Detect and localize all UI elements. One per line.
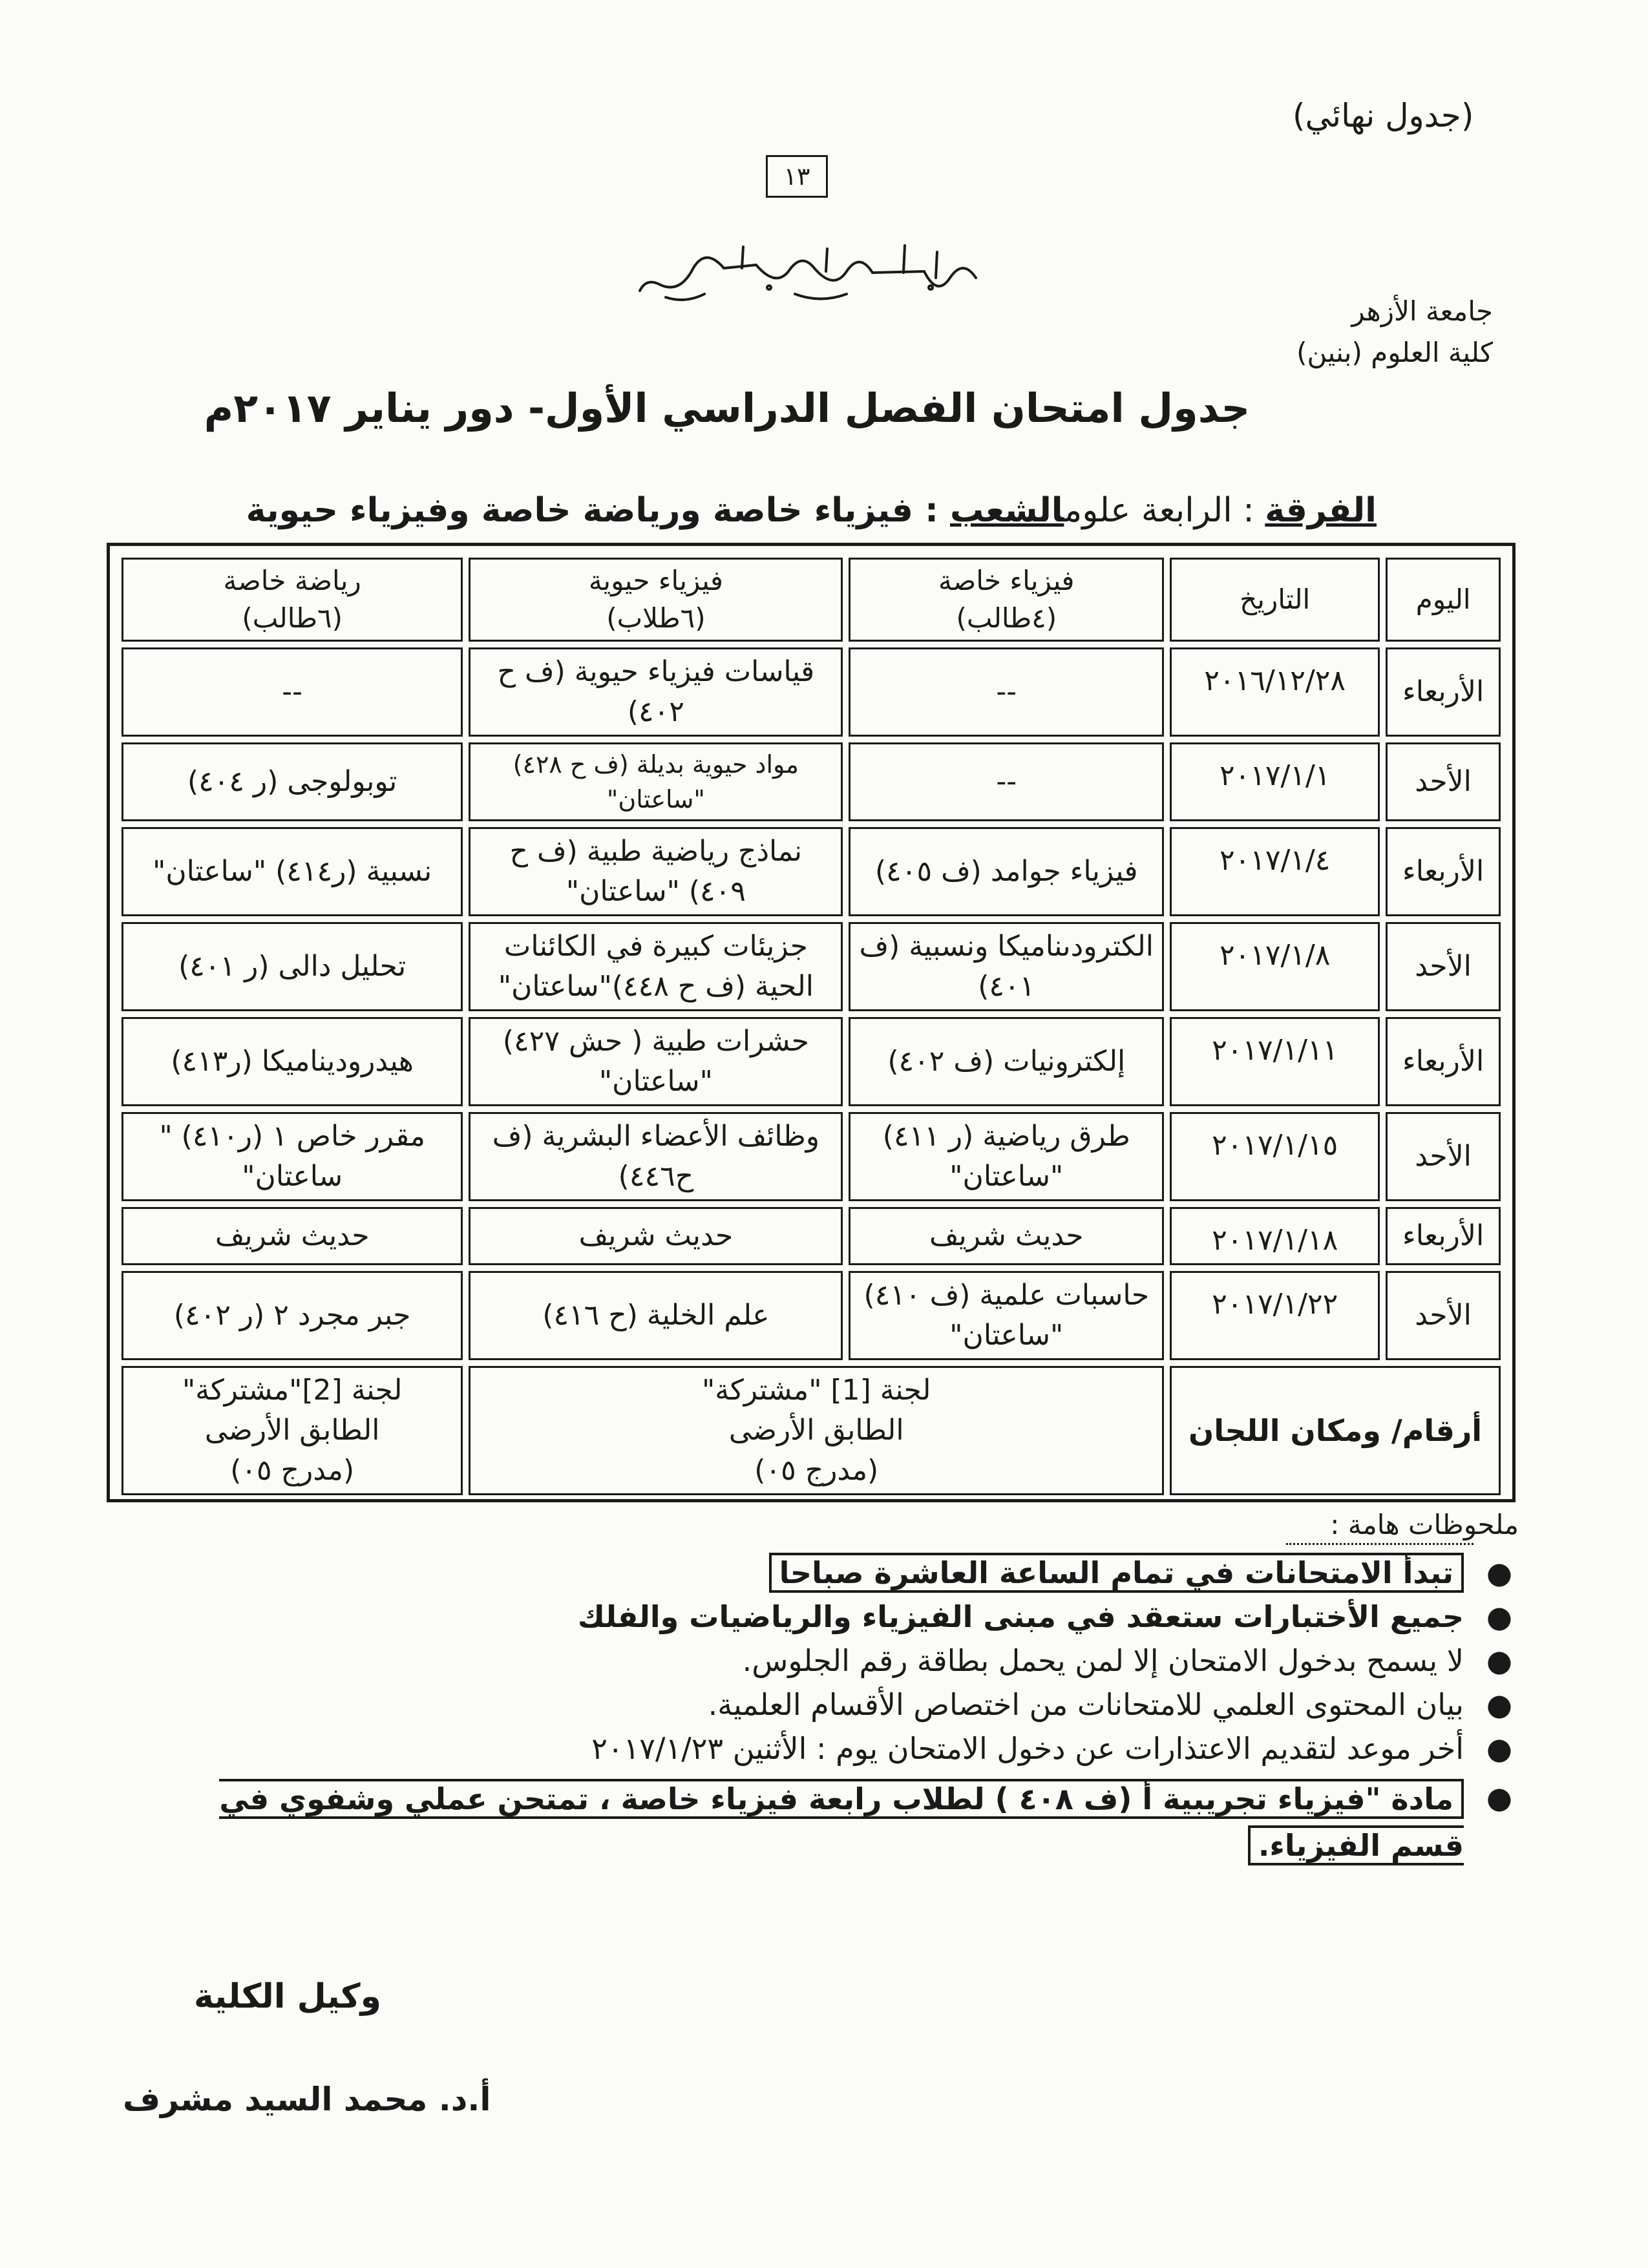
cell-special-math: حديث شريف xyxy=(121,1207,463,1265)
bullet-icon: ● xyxy=(1486,1555,1512,1590)
cell-date: ٢٠١٧/١/٤ xyxy=(1170,827,1380,916)
cell-day: الأربعاء xyxy=(1386,827,1501,916)
cell-biophysics: علم الخلية (ح ٤١٦) xyxy=(469,1271,843,1360)
cell-special-physics: طرق رياضية (ر ٤١١) "ساعتان" xyxy=(849,1112,1164,1201)
page-number: ١٣ xyxy=(766,155,828,198)
note-start-time: تبدأ الامتحانات في تمام الساعة العاشرة صباحا xyxy=(769,1553,1464,1593)
faculty-name: كلية العلوم (بنين) xyxy=(1296,337,1493,368)
cell-special-math: توبولوجى (ر ٤٠٤) xyxy=(121,742,463,821)
list-item xyxy=(200,1776,1519,1869)
bullet-icon: ● xyxy=(1486,1643,1512,1678)
division-label-2: الشعب xyxy=(949,491,1064,530)
table-row xyxy=(121,647,1501,737)
note-seat-card: لا يسمح بدخول الامتحان إلا لمن يحمل بطاقة رقم الجلوس. xyxy=(742,1643,1464,1678)
division-label: الفرقة xyxy=(1265,491,1377,530)
cell-special-math: تحليل دالى (ر ٤٠١) xyxy=(121,922,463,1011)
header-biophysics xyxy=(469,558,843,642)
university-name: جامعة الأزهر xyxy=(1351,295,1493,327)
cell-biophysics: وظائف الأعضاء البشرية (ف ح٤٤٦) xyxy=(469,1112,843,1201)
bullet-icon: ● xyxy=(1486,1731,1512,1766)
committee-2 xyxy=(121,1366,463,1495)
table-row xyxy=(121,742,1501,821)
cell-special-physics: حاسبات علمية (ف ٤١٠) "ساعتان" xyxy=(849,1271,1164,1360)
dean-title: وكيل الكلية xyxy=(194,1977,381,2016)
schedule-table-frame xyxy=(107,543,1516,1502)
cell-date: ٢٠١٧/١/١٥ xyxy=(1170,1112,1380,1201)
cell-special-math: هيدروديناميكا (ر٤١٣) xyxy=(121,1017,463,1106)
header-special-math xyxy=(121,558,463,642)
cell-special-physics: فيزياء جوامد (ف ٤٠٥) xyxy=(849,827,1164,916)
signer-name: أ.د. محمد السيد مشرف xyxy=(123,2081,491,2118)
bullet-icon: ● xyxy=(1486,1780,1512,1815)
list-item xyxy=(200,1683,1519,1727)
notes-title: ملحوظات هامة : xyxy=(1330,1509,1519,1540)
division-value: : فيزياء خاصة ورياضة خاصة وفيزياء حيوية xyxy=(246,491,950,530)
cell-day: الأحد xyxy=(1386,1112,1501,1201)
committee-1-floor: الطابق الأرضى xyxy=(728,1414,904,1447)
cell-day: الأربعاء xyxy=(1386,1207,1501,1265)
list-item xyxy=(200,1551,1519,1595)
cell-day: الأحد xyxy=(1386,922,1501,1011)
bullet-icon: ● xyxy=(1486,1687,1512,1722)
cell-special-math: مقرر خاص ١ (ر٤١٠) " ساعتان" xyxy=(121,1112,463,1201)
cell-date: ٢٠١٦/١٢/٢٨ xyxy=(1170,647,1380,737)
note-content: بيان المحتوى العلمي للامتحانات من اختصاص الأقسام العلمية. xyxy=(708,1687,1464,1722)
table-row xyxy=(121,1271,1501,1360)
page-title: جدول امتحان الفصل الدراسي الأول- دور يناير ٢٠١٧م xyxy=(204,384,1251,432)
list-item xyxy=(200,1595,1519,1639)
cell-date: ٢٠١٧/١/١ xyxy=(1170,742,1380,821)
cell-biophysics: قياسات فيزياء حيوية (ف ح ٤٠٢) xyxy=(469,647,843,737)
table-row xyxy=(121,1207,1501,1265)
header-special-math-count: (٦طالب) xyxy=(242,602,343,634)
list-item xyxy=(200,1639,1519,1683)
cell-biophysics: نماذج رياضية طبية (ف ح ٤٠٩) "ساعتان" xyxy=(469,827,843,916)
header-special-physics-count: (٤طالب) xyxy=(956,602,1057,634)
cell-date: ٢٠١٧/١/١١ xyxy=(1170,1017,1380,1106)
cell-date: ٢٠١٧/١/٢٢ xyxy=(1170,1271,1380,1360)
committees-row xyxy=(121,1366,1501,1495)
header-date: التاريخ xyxy=(1170,558,1380,642)
table-row xyxy=(121,827,1501,916)
cell-special-physics: حديث شريف xyxy=(849,1207,1164,1265)
cell-special-math: -- xyxy=(121,647,463,737)
bullet-icon: ● xyxy=(1486,1599,1512,1634)
cell-biophysics: مواد حيوية بديلة (ف ح ٤٢٨) "ساعتان" xyxy=(469,742,843,821)
table-row xyxy=(121,922,1501,1011)
cell-special-physics: -- xyxy=(849,647,1164,737)
header-biophysics-count: (٦طلاب) xyxy=(606,602,706,634)
committee-1-name: لجنة [1] "مشتركة" xyxy=(702,1374,931,1407)
cell-date: ٢٠١٧/١/٨ xyxy=(1170,922,1380,1011)
division-line xyxy=(246,491,1377,530)
committee-2-hall: (مدرج ٠٥) xyxy=(230,1454,355,1487)
committee-1-hall: (مدرج ٠٥) xyxy=(754,1454,879,1487)
committee-2-floor: الطابق الأرضى xyxy=(204,1414,380,1447)
division-colon: : xyxy=(1232,491,1265,530)
notes-divider xyxy=(1286,1543,1474,1545)
cell-date: ٢٠١٧/١/١٨ xyxy=(1170,1207,1380,1265)
note-building: جميع الأختبارات ستعقد في مبنى الفيزياء والرياضيات والفلك xyxy=(577,1599,1464,1634)
cell-day: الأربعاء xyxy=(1386,1017,1501,1106)
cell-special-math: جبر مجرد ٢ (ر ٤٠٢) xyxy=(121,1271,463,1360)
basmala-calligraphy xyxy=(627,233,989,310)
table-row xyxy=(121,1017,1501,1106)
institution-header xyxy=(1296,291,1493,373)
schedule-table xyxy=(116,552,1506,1501)
note-excuse-deadline: أخر موعد لتقديم الاعتذارات عن دخول الامتحان يوم : الأثنين ٢٠١٧/١/٢٣ xyxy=(591,1731,1464,1766)
division-year: الرابعة علوم xyxy=(1064,491,1232,530)
header-day: اليوم xyxy=(1386,558,1501,642)
header-special-physics-name: فيزياء خاصة xyxy=(938,565,1075,596)
cell-day: الأحد xyxy=(1386,742,1501,821)
header-special-physics xyxy=(849,558,1164,642)
cell-biophysics: حديث شريف xyxy=(469,1207,843,1265)
committees-label: أرقام/ ومكان اللجان xyxy=(1170,1366,1501,1495)
cell-day: الأربعاء xyxy=(1386,647,1501,737)
cell-special-math: نسبية (ر٤١٤) "ساعتان" xyxy=(121,827,463,916)
cell-biophysics: حشرات طبية ( حش ٤٢٧) "ساعتان" xyxy=(469,1017,843,1106)
committee-2-name: لجنة [2]"مشتركة" xyxy=(182,1374,403,1407)
cell-special-physics: -- xyxy=(849,742,1164,821)
header-biophysics-name: فيزياء حيوية xyxy=(588,565,723,596)
committee-1 xyxy=(469,1366,1164,1495)
header-special-math-name: رياضة خاصة xyxy=(223,565,361,596)
notes-list xyxy=(200,1551,1519,1869)
cell-day: الأحد xyxy=(1386,1271,1501,1360)
cell-biophysics: جزيئات كبيرة في الكائنات الحية (ف ح ٤٤٨)"ساعتان" xyxy=(469,922,843,1011)
note-practical-exam: مادة "فيزياء تجريبية أ (ف ٤٠٨ ) لطلاب رابعة فيزياء خاصة ، تمتحن عملي وشفوي في قسم الفيزياء. xyxy=(219,1779,1464,1865)
list-item xyxy=(200,1727,1519,1770)
cell-special-physics: إلكترونيات (ف ٤٠٢) xyxy=(849,1017,1164,1106)
table-row xyxy=(121,1112,1501,1201)
cell-special-physics: الكترودىناميكا ونسبية (ف ٤٠١) xyxy=(849,922,1164,1011)
table-header-row xyxy=(121,558,1501,642)
final-schedule-note: (جدول نهائي) xyxy=(1293,97,1474,134)
